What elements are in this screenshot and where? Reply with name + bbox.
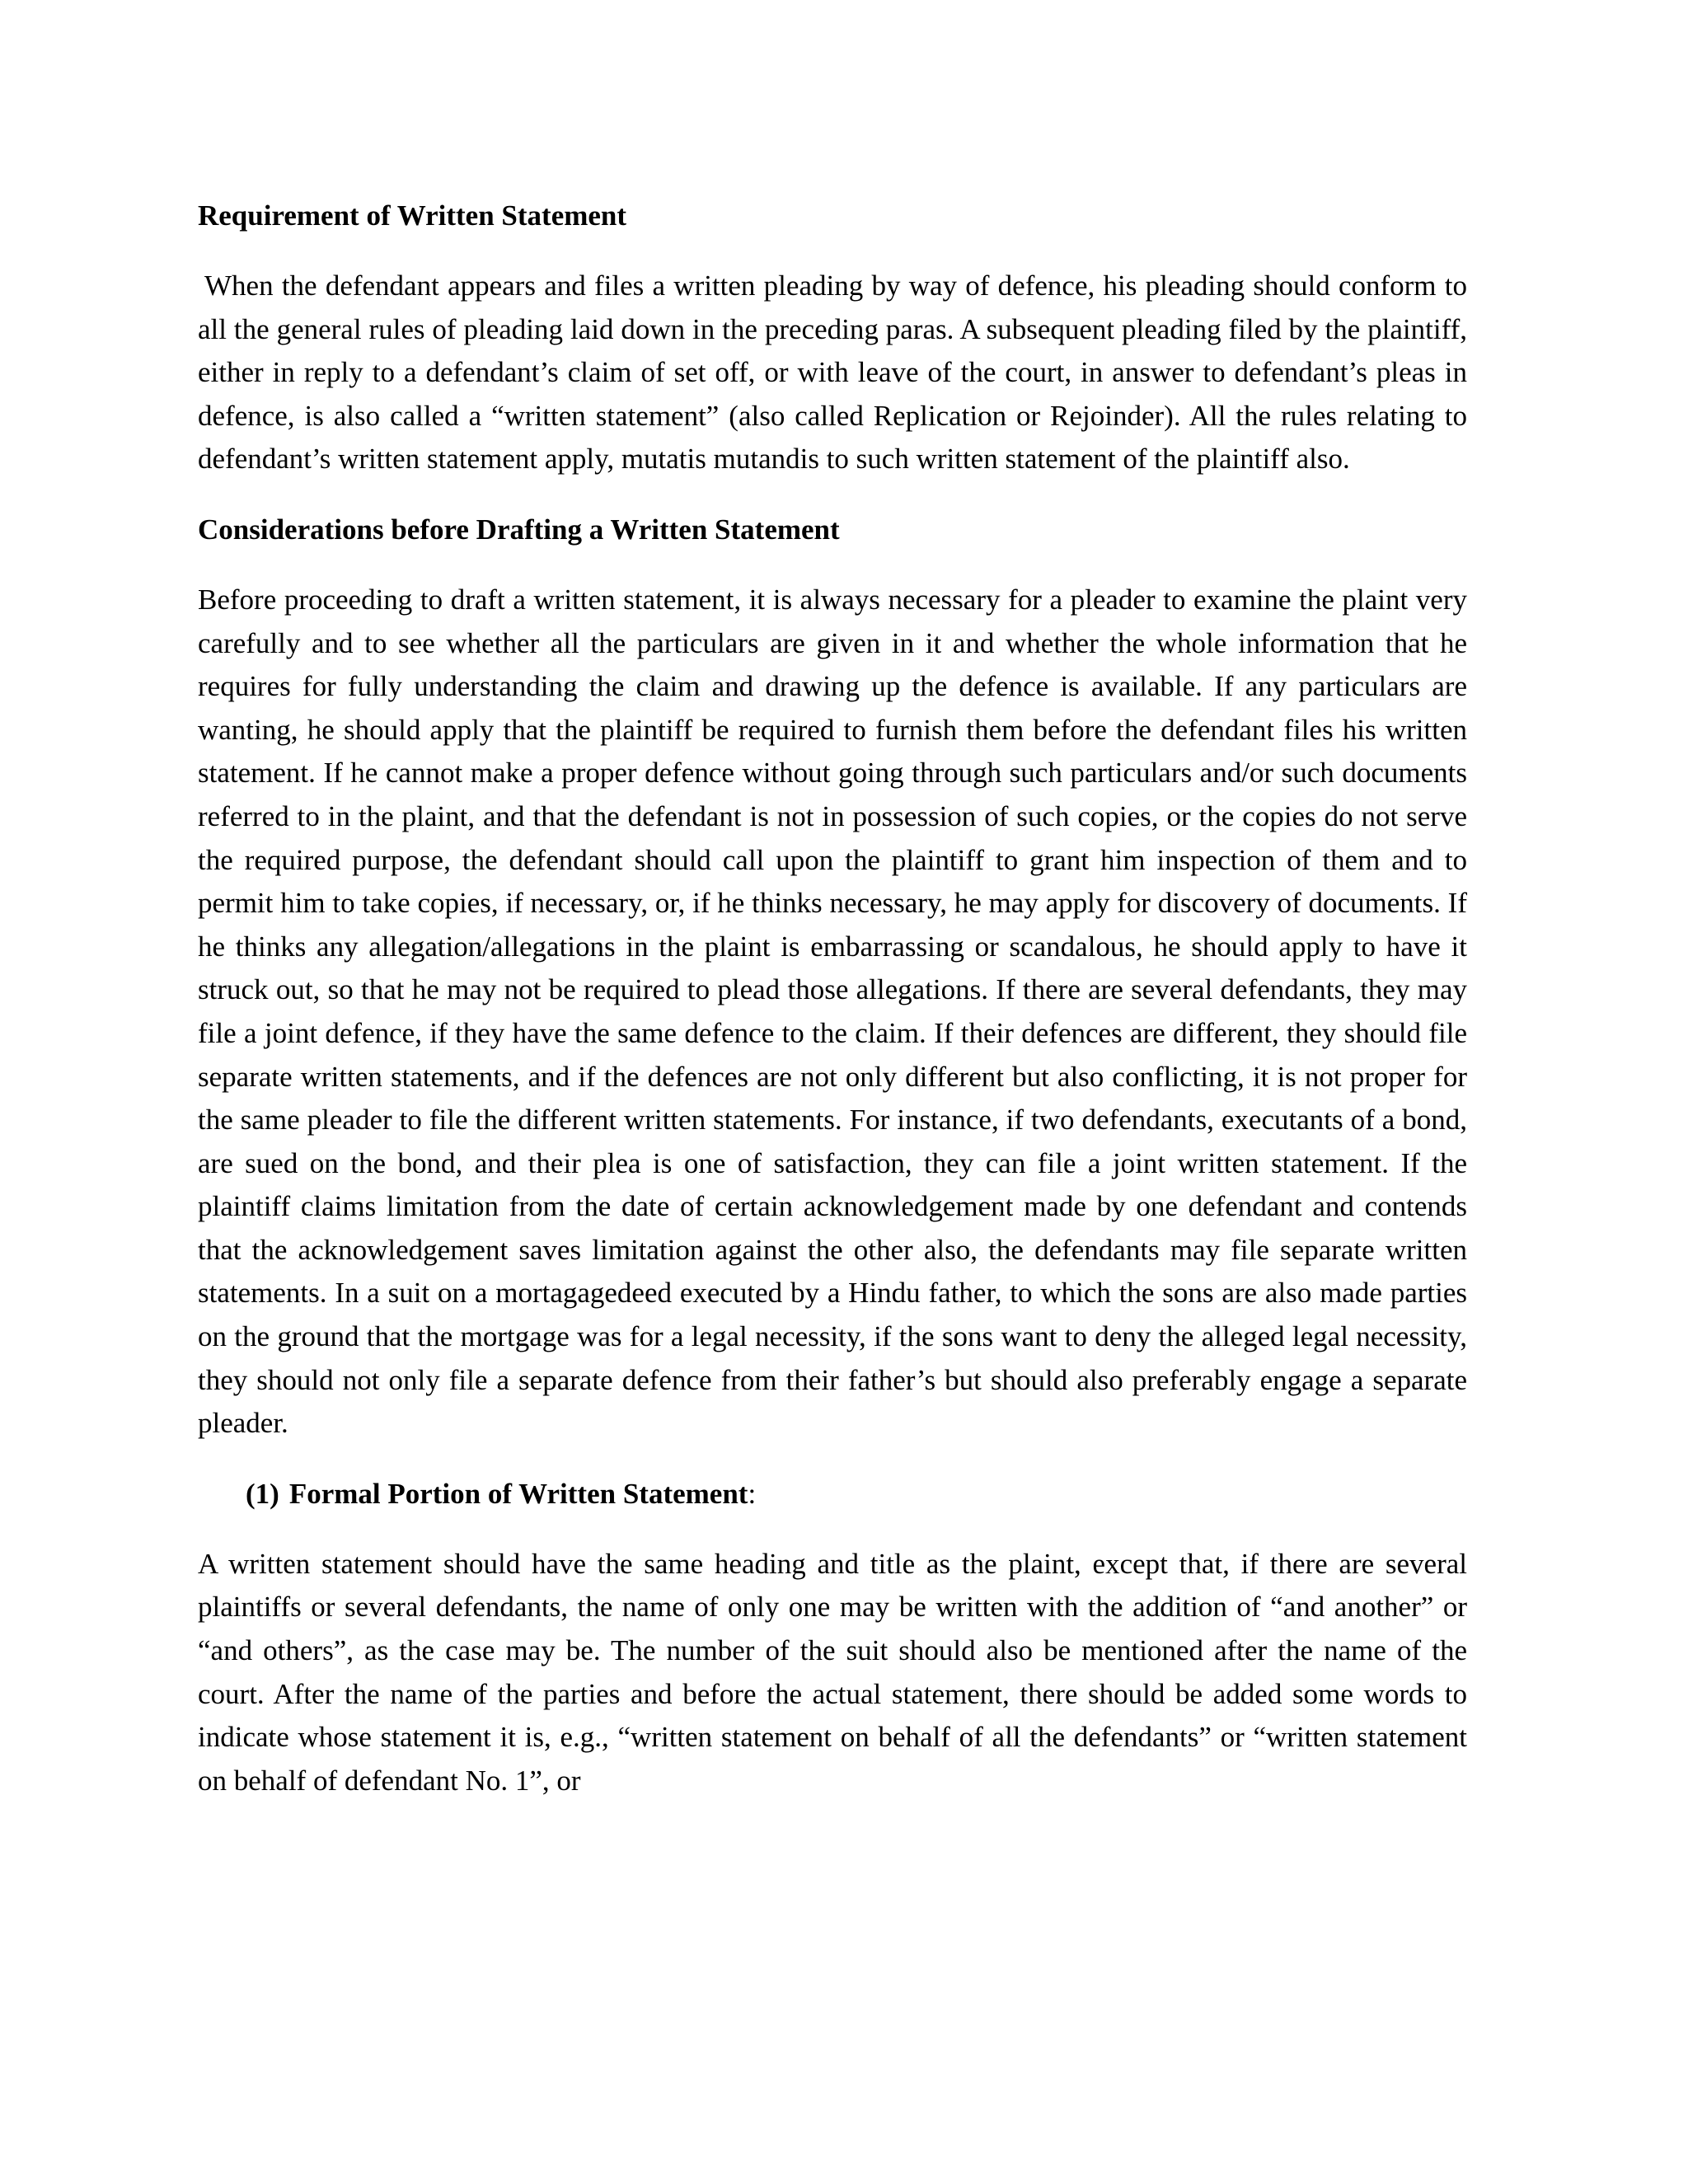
sub-heading-suffix: : bbox=[748, 1477, 757, 1510]
section-heading-considerations: Considerations before Drafting a Written Statement bbox=[198, 513, 840, 546]
sub-heading-title: Formal Portion of Written Statement bbox=[288, 1477, 748, 1510]
section-heading-requirement: Requirement of Written Statement bbox=[198, 199, 627, 232]
document-page bbox=[198, 194, 1467, 1802]
paragraph-requirement: When the defendant appears and files a written pleading by way of defence, his pleading should conform to all the general rules of pleading laid down in the preceding paras. A subsequent pleading filed by the plaintiff, either in reply to a defendant’s claim of set off, or with leave of the court, in answer to defendant’s pleas in defence, is also called a “written statement” (also called Replication or Rejoinder). All the rules relating to defendant’s written statement apply, mutatis mutandis to such written statement of the plaintiff also. bbox=[198, 269, 1467, 476]
paragraph-formal-portion: A written statement should have the same heading and title as the plaint, except that, if there are several plaintiffs or several defendants, the name of only one may be written with the addition of “and another” or “and others”, as the case may be. The number of the suit should also be mentioned after the name of the court. After the name of the parties and before the actual statement, there should be added some words to indicate whose statement it is, e.g., “written statement on behalf of all the defendants” or “written statement on behalf of defendant No. 1”, or bbox=[198, 1547, 1467, 1797]
sub-heading-number: (1) bbox=[246, 1477, 279, 1510]
paragraph-considerations: Before proceeding to draft a written statement, it is always necessary for a pleader to examine the plaint very carefully and to see whether all the particulars are given in it and whether the whole information that he requires for fully understanding the claim and drawing up the defence is available. If any particulars are wanting, he should apply that the plaintiff be required to furnish them before the defendant files his written statement. If he cannot make a proper defence without going through such particulars and/or such documents referred to in the plaint, and that the defendant is not in possession of such copies, or the copies do not serve the required purpose, the defendant should call upon the plaintiff to grant him inspection of them and to permit him to take copies, if necessary, or, if he thinks necessary, he may apply for discovery of documents. If he thinks any allegation/allegations in the plaint is embarrassing or scandalous, he should apply to have it struck out, so that he may not be required to plead those allegations. If there are several defendants, they may file a joint defence, if they have the same defence to the claim. If their defences are different, they should file separate written statements, and if the defences are not only different but also conflicting, it is not proper for the same pleader to file the different written statements. For instance, if two defendants, executants of a bond, are sued on the bond, and their plea is one of satisfaction, they can file a joint written statement. If the plaintiff claims limitation from the date of certain acknowledgement made by one defendant and contends that the acknowledgement saves limitation against the other also, the defendants may file separate written statements. In a suit on a mortagagedeed executed by a Hindu father, to which the sons are also made parties on the ground that the mortgage was for a legal necessity, if the sons want to deny the alleged legal necessity, they should not only file a separate defence from their father’s but should also preferably engage a separate pleader. bbox=[198, 583, 1467, 1440]
sub-heading-formal-portion bbox=[246, 1473, 1467, 1516]
